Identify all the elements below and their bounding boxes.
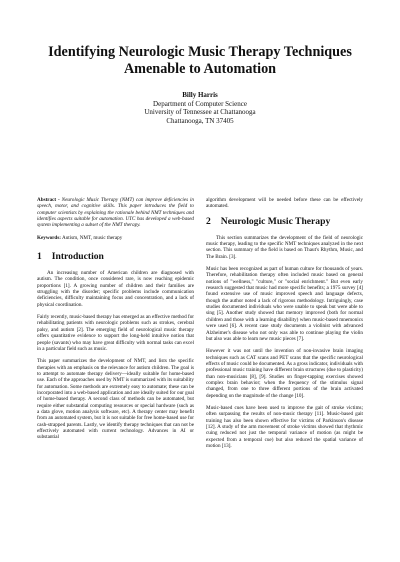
affiliation-line: University of Tennessee at Chattanooga [144,108,256,117]
two-column-body [37,197,363,455]
abstract [37,197,194,229]
section-title: Neurologic Music Therapy [220,215,331,227]
keywords-label: Keywords: [37,234,61,241]
body-paragraph: Music-based cues have been used to improve the gait of stroke victims; often surpassing the results of non-music therapy [11]. Music-based gait training has also been shown effective for victims of Parkinson's disease [12]. A study of the arm movement of stroke victims showed that rhythmic cuing reduced not just the temporal variance of motion (as might be expected from a temporal cue) but also reduced the spatial variance of motion [13]. [206,404,363,449]
paper-page [0,44,400,562]
section-number: 2 [206,215,211,227]
body-paragraph: An increasing number of American children are diagnosed with autism. The condition, once considered rare, is now reaching epidemic proportions [1]. A growing number of children and their families are struggling with the disorder; specific problems include communication deficiencies, difficulty maintaining focus and concentration, and a lack of physical coordination. [37,270,194,308]
body-paragraph: This section summarizes the development of the field of neurologic music therapy, leading to the specific NMT techniques analyzed in the next section. This summary of the field is based on Thaut's Rhythm, Music, and The Brain. [3]. [206,234,363,260]
body-paragraph: Music has been recognized as part of human culture for thousands of years. Therefore, rehabilitation therapy often included music based on general notions of "wellness," "culture," or "social enrichment." But even early research suggested that music had more specific benefits; a 1975 survey [4] found extensive use of music improved speech and language defects, though the author noted a lack of rigorous methodology. Intriguingly, case studies documented individuals who were unable to speak but were able to sing [5]. Another study showed that memory improved (both for normal children and those with a learning disability) when music-based mnemonics were used [6]. A recent case study documents a violinist with advanced Alzheimer's disease who not only was able to continue playing the violin but also was able to learn new music pieces [7]. [206,266,363,342]
section-title: Introduction [51,251,104,263]
paper-title: Identifying Neurologic Music Therapy Techniques Amenable to Automation [48,44,352,77]
author-block [37,91,363,125]
left-column [37,197,194,455]
section-number: 1 [37,251,42,263]
keywords-text: Autism, NMT, music therapy [61,234,123,241]
affiliation-line: Department of Computer Science [153,99,247,108]
affiliation-line: Chattanooga, TN 37405 [166,116,234,125]
abstract-text: Neurologic Music Therapy (NMT) can improve deficiencies in speech, motor, and cognitive skills. This paper introduces the field to computer scientists by explaining the rationale behind NMT techniques and identifies aspects suitable for automation. UTC has developed a web-based system implementing a subset of the NMT therapy. [37,197,194,229]
abstract-label: Abstract - [37,197,60,203]
body-paragraph: Fairly recently, music-based therapy has emerged as an effective method for rehabilitating patients with neurologic problems such as strokes, cerebral palsy, and autism [2]. The emerging field of neurological music therapy offers quantitative evidence to support the long-held intuitive notion that people (savants) who may have great difficulty with normal tasks can excel in a particular field such as music. [37,314,194,352]
section-heading-introduction [37,251,194,262]
body-paragraph: algorithm development will be needed before these can be effectively automated. [206,197,363,210]
body-paragraph: This paper summarizes the development of NMT, and lists the specific therapies with an emphasis on the relevance for autism children. The goal is to attempt to automate therapy delivery—ideally suitable for home-based use. Each of the approaches used by NMT is summarized with its suitability for automation. Some methods are extremely easy to automate; these can be incorporated into a web-based application and are ideally suited for our goal of home-based therapy. A second class of methods can be automated, but require either substantial computing resources or special hardware (such as a data glove, motion analysis software, etc). A therapy center may benefit from an automated system, but it is not suitable for free home-based use for cash-strapped parents. Lastly, we identify therapy techniques that can not be effectively automated with current technology. Advances in AI or substantial [37,358,194,441]
body-paragraph: However it was not until the invention of non-invasive brain imaging techniques such as CAT scans and PET scans that the specific neurological effects of music could be documented. As a gross indicator, individuals with professional music training have different brain structures (due to plasticity) than non-musicians [8], [9]. Studies on finger-tapping exercises showed complex brain behavior; when the frequency of the stimulus signal changed, from one to three different portions of the brain activated depending on the magnitude of the change [10]. [206,348,363,399]
keywords [37,235,194,241]
section-heading-nmt [206,216,363,227]
right-column [206,197,363,455]
author-name: Billy Harris [182,91,218,99]
